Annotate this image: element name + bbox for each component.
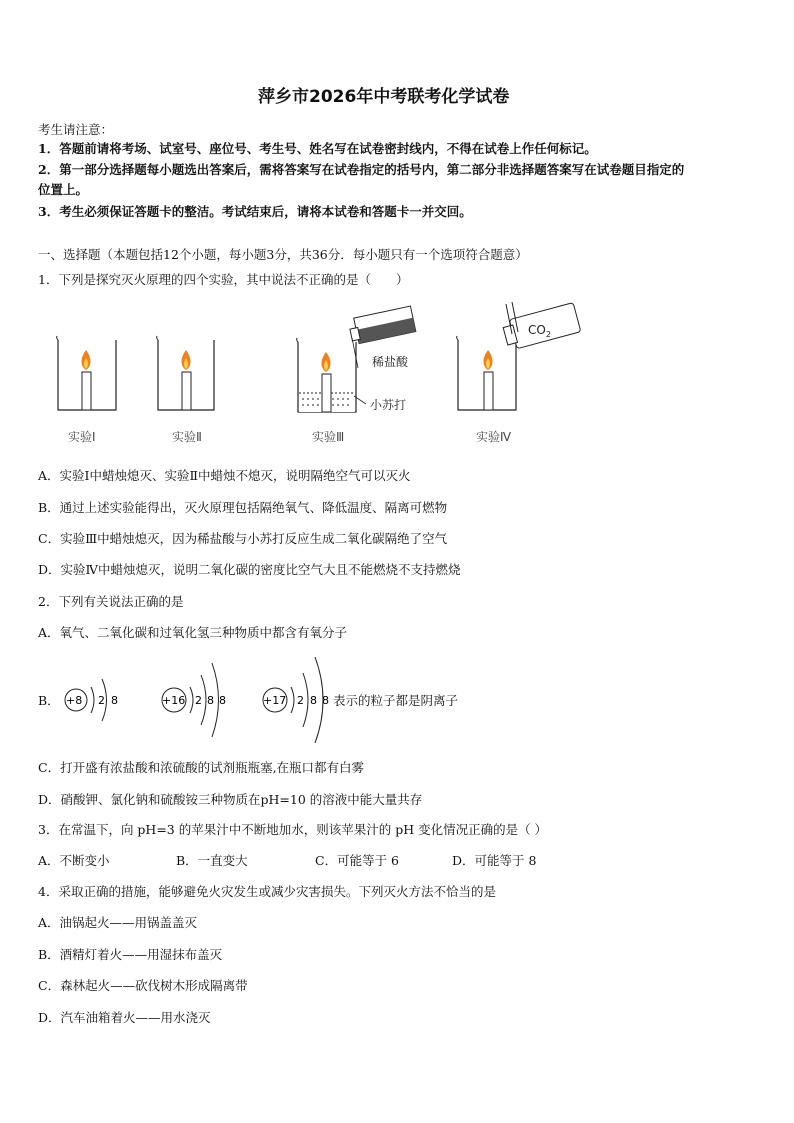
atom-2-shell-3: 8 [219, 694, 226, 707]
soda-label: 小苏打 [370, 398, 407, 412]
notice-item: 1．答题前请将考场、试室号、座位号、考生号、姓名写在试卷密封线内，不得在试卷上作任何标记。 [38, 141, 597, 156]
question-2-option-d: D．硝酸钾、氯化钠和硫酸铵三种物质在pH=10 的溶液中能大量共存 [38, 792, 423, 807]
atom-2-shell-2: 8 [207, 694, 214, 707]
notice-item: 位置上。 [38, 182, 89, 197]
question-1-option-c: C．实验Ⅲ中蜡烛熄灭，因为稀盐酸与小苏打反应生成二氧化碳隔绝了空气 [38, 531, 448, 546]
notice-item: 3．考生必须保证答题卡的整洁。考试结束后，请将本试卷和答题卡一并交回。 [38, 204, 472, 219]
question-1-option-d: D．实验Ⅳ中蜡烛熄灭，说明二氧化碳的密度比空气大且不能燃烧不支持燃烧 [38, 562, 461, 577]
experiment-label-3: 实验Ⅲ [312, 430, 345, 444]
question-3-option-c: C．可能等于 6 [315, 853, 399, 868]
experiment-label-4: 实验Ⅳ [476, 430, 512, 444]
question-2-option-c: C．打开盛有浓盐酸和浓硫酸的试剂瓶瓶塞,在瓶口都有白雾 [38, 760, 365, 775]
notice-item: 2．第一部分选择题每小题选出答案后，需将答案写在试卷指定的括号内，第二部分非选择题答案写在试卷题目指定的 [38, 162, 685, 177]
acid-label: 稀盐酸 [372, 355, 409, 369]
question-3-stem: 3．在常温下，向 pH=3 的苹果汁中不断地加水，则该苹果汁的 pH 变化情况正确的是（ ） [38, 822, 548, 837]
question-3-option-d: D．可能等于 8 [452, 853, 537, 868]
atom-2-nucleus: +16 [162, 694, 186, 707]
section-heading: 一、选择题（本题包括12个小题，每小题3分，共36分．每小题只有一个选项符合题意） [38, 247, 528, 262]
notice-heading: 考生请注意： [38, 122, 114, 137]
beaker-4 [457, 302, 581, 410]
question-3-option-b: B．一直变大 [176, 853, 248, 868]
atom-3-shell-2: 8 [310, 694, 317, 707]
atom-diagram-2 [162, 663, 226, 737]
question-4-option-d: D．汽车油箱着火——用水浇灭 [38, 1010, 211, 1025]
atom-structure-diagrams [55, 651, 355, 751]
atom-1-shell-2: 8 [111, 694, 118, 707]
experiment-label-1: 实验Ⅰ [68, 430, 96, 444]
page-title: 萍乡市2026年中考联考化学试卷 [258, 87, 510, 107]
question-3-option-a: A．不断变小 [38, 853, 110, 868]
question-2-option-b-label: B． [38, 693, 60, 708]
atom-3-nucleus: +17 [263, 694, 287, 707]
atom-3-shell-1: 2 [297, 694, 304, 707]
question-4-option-c: C．森林起火——砍伐树木形成隔离带 [38, 978, 248, 993]
atom-diagram-1 [65, 679, 118, 721]
beaker-1 [57, 336, 116, 410]
question-4-option-a: A．油锅起火——用锅盖盖灭 [38, 915, 198, 930]
atom-diagram-3 [263, 657, 329, 743]
question-4-option-b: B．酒精灯着火——用湿抹布盖灭 [38, 947, 223, 962]
experiment-figure [0, 298, 794, 458]
co2-sub: 2 [545, 330, 551, 339]
atom-1-nucleus: +8 [66, 694, 83, 707]
experiment-label-2: 实验Ⅱ [172, 430, 202, 444]
question-1-stem: 1．下列是探究灭火原理的四个实验，其中说法不正确的是（ ） [38, 272, 409, 287]
atom-3-shell-3: 8 [322, 694, 329, 707]
question-2-option-b-text: 表示的粒子都是阴离子 [333, 693, 459, 708]
atom-1-shell-1: 2 [98, 694, 105, 707]
co2-main: CO [528, 323, 546, 337]
question-1-option-b: B．通过上述实验能得出，灭火原理包括隔绝氧气、降低温度、隔离可燃物 [38, 500, 448, 515]
atom-2-shell-1: 2 [195, 694, 202, 707]
beaker-2 [157, 336, 214, 410]
question-2-option-a: A．氧气、二氧化碳和过氧化氢三种物质中都含有氧分子 [38, 625, 348, 640]
question-1-option-a: A．实验Ⅰ中蜡烛熄灭、实验Ⅱ中蜡烛不熄灭，说明隔绝空气可以灭火 [38, 468, 411, 483]
question-4-stem: 4．采取正确的措施，能够避免火灾发生或减少灾害损失。下列灭火方法不恰当的是 [38, 884, 496, 899]
question-2-stem: 2．下列有关说法正确的是 [38, 594, 184, 609]
